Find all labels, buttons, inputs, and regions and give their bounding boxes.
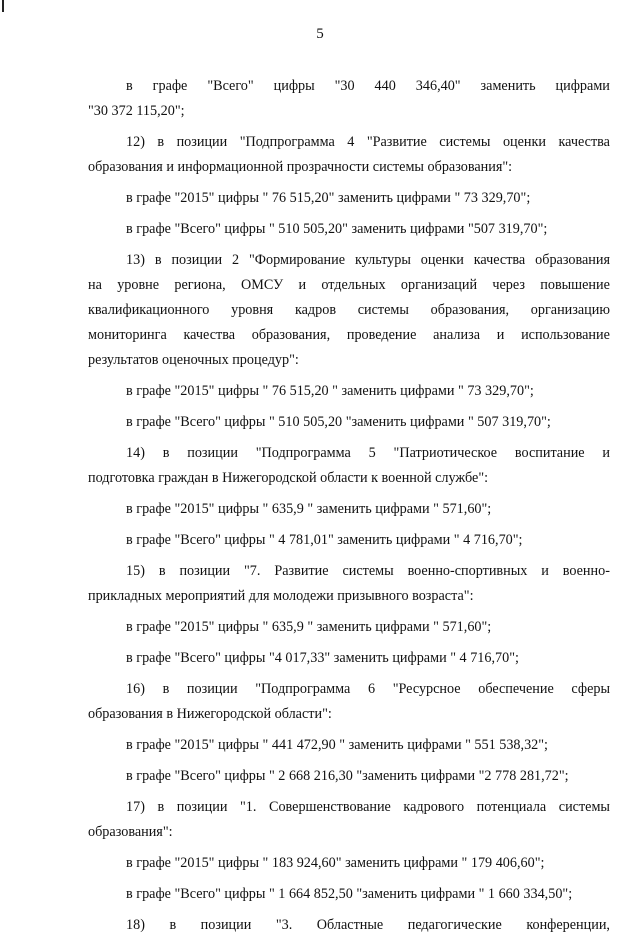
word: образования,	[430, 302, 510, 318]
text-line: в графе "2015" цифры " 183 924,60" заменить цифрами " 179 406,60";	[126, 855, 545, 871]
word: "Развитие	[366, 134, 427, 150]
word: анализа	[433, 327, 480, 343]
word: культуры	[354, 252, 411, 268]
text-line: в графе "2015" цифры " 635,9 " заменить цифрами " 571,60";	[126, 619, 492, 635]
text-line	[88, 273, 610, 298]
word: Развитие	[274, 563, 329, 579]
word: позиции	[171, 252, 223, 268]
word: в	[158, 563, 166, 579]
word: образования	[535, 252, 610, 268]
word: в	[157, 799, 165, 815]
word: использование	[521, 327, 610, 343]
text-line	[88, 248, 610, 273]
word: военно-	[562, 563, 610, 579]
word: 4	[347, 134, 355, 150]
text-line: в графе "2015" цифры " 635,9 " заменить цифрами " 571,60";	[126, 501, 492, 517]
word: на	[88, 277, 102, 293]
word: образования,	[251, 327, 331, 343]
text-line: прикладных мероприятий для молодежи призывного возраста":	[88, 588, 474, 604]
word: качества	[183, 327, 235, 343]
word: цифры	[273, 78, 315, 94]
word: "30	[334, 78, 355, 94]
word: обеспечение	[478, 681, 554, 697]
word: позиции	[176, 134, 228, 150]
word: "Патриотическое	[393, 445, 498, 461]
text-line	[88, 677, 610, 702]
word: "3.	[275, 917, 293, 933]
word: организаций	[400, 277, 478, 293]
word: организацию	[530, 302, 610, 318]
text-line: в графе "2015" цифры " 76 515,20" заменить цифрами " 73 329,70";	[126, 190, 531, 206]
word: через	[492, 277, 525, 293]
word: кадров	[294, 302, 337, 318]
word: позиции	[187, 445, 238, 461]
word: потенциала	[476, 799, 547, 815]
word: системы	[342, 563, 394, 579]
word: проведение	[346, 327, 417, 343]
text-line	[88, 913, 610, 938]
word: в	[126, 78, 133, 94]
word: и	[298, 277, 307, 293]
word: повышение	[540, 277, 610, 293]
word: позиции	[179, 563, 231, 579]
text-line: в графе "2015" цифры " 76 515,20 " заменить цифрами " 73 329,70";	[126, 383, 534, 399]
word: отдельных	[321, 277, 386, 293]
text-line: в графе "Всего" цифры " 510 505,20" заменить цифрами "507 319,70";	[126, 221, 548, 237]
text-line: в графе "Всего" цифры " 2 668 216,30 "заменить цифрами "2 778 281,72";	[126, 768, 569, 784]
text-line	[88, 559, 610, 584]
word: ОМСУ	[241, 277, 284, 293]
scan-edge-mark	[2, 0, 4, 12]
word: 17)	[126, 799, 145, 815]
text-line: подготовка граждан в Нижегородской области к военной службе":	[88, 470, 489, 486]
word: 6	[367, 681, 376, 697]
text-line: образования и информационной прозрачности системы образования":	[88, 159, 513, 175]
text-line	[88, 130, 610, 155]
text-line: образования":	[88, 824, 173, 840]
text-line	[88, 298, 610, 323]
word: конференции,	[526, 917, 610, 933]
word: "Подпрограмма	[239, 134, 335, 150]
word: качества	[558, 134, 610, 150]
word: "Ресурсное	[392, 681, 461, 697]
word: позиции	[200, 917, 252, 933]
word: Совершенствование	[268, 799, 391, 815]
word: "Формирование	[249, 252, 346, 268]
text-line: образования в Нижегородской области":	[88, 706, 332, 722]
word: 15)	[126, 563, 145, 579]
word: "1.	[239, 799, 257, 815]
word: системы	[439, 134, 491, 150]
word: и	[541, 563, 549, 579]
word: кадрового	[403, 799, 465, 815]
word: цифрами	[555, 78, 610, 94]
word: и	[602, 445, 610, 461]
text-line: "30 372 115,20";	[88, 103, 185, 119]
word: качества	[473, 252, 526, 268]
text-line	[88, 441, 610, 466]
word: военно-спортивных	[407, 563, 528, 579]
word: в	[162, 445, 170, 461]
word: позиции	[176, 799, 228, 815]
word: и	[496, 327, 505, 343]
word: оценки	[420, 252, 464, 268]
word: мониторинга	[88, 327, 167, 343]
word: 14)	[126, 445, 145, 461]
word: позиции	[186, 681, 238, 697]
word: "Подпрограмма	[255, 445, 351, 461]
word: 16)	[126, 681, 145, 697]
text-line: в графе "2015" цифры " 441 472,90 " заменить цифрами " 551 538,32";	[126, 737, 548, 753]
word: в	[162, 681, 170, 697]
text-line	[88, 74, 610, 99]
word: в	[169, 917, 177, 933]
word: 18)	[126, 917, 145, 933]
word: уровне	[117, 277, 160, 293]
word: системы	[558, 799, 610, 815]
word: квалификационного	[88, 302, 210, 318]
word: в	[157, 134, 165, 150]
text-line	[88, 323, 610, 348]
word: 5	[368, 445, 376, 461]
word: воспитание	[514, 445, 585, 461]
word: графе	[152, 78, 188, 94]
word: системы	[357, 302, 409, 318]
word: оценки	[502, 134, 546, 150]
text-line: результатов оценочных процедур":	[88, 352, 299, 368]
word: сферы	[571, 681, 610, 697]
word: заменить	[480, 78, 536, 94]
word: уровня	[231, 302, 274, 318]
word: 346,40"	[415, 78, 461, 94]
word: региона,	[174, 277, 226, 293]
text-line	[88, 795, 610, 820]
word: педагогические	[407, 917, 502, 933]
document-body	[88, 74, 610, 938]
word: "Всего"	[207, 78, 254, 94]
word: 13)	[126, 252, 145, 268]
word: "Подпрограмма	[255, 681, 351, 697]
word: в	[154, 252, 162, 268]
word: "7.	[244, 563, 261, 579]
word: Областные	[316, 917, 384, 933]
text-line: в графе "Всего" цифры "4 017,33" заменить цифрами " 4 716,70";	[126, 650, 519, 666]
text-line: в графе "Всего" цифры " 4 781,01" заменить цифрами " 4 716,70";	[126, 532, 523, 548]
text-line: в графе "Всего" цифры " 510 505,20 "заменить цифрами " 507 319,70";	[126, 414, 551, 430]
word: 12)	[126, 134, 145, 150]
page-number: 5	[316, 26, 324, 42]
word: 440	[374, 78, 396, 94]
word: 2	[232, 252, 240, 268]
text-line: в графе "Всего" цифры " 1 664 852,50 "заменить цифрами " 1 660 334,50";	[126, 886, 573, 902]
